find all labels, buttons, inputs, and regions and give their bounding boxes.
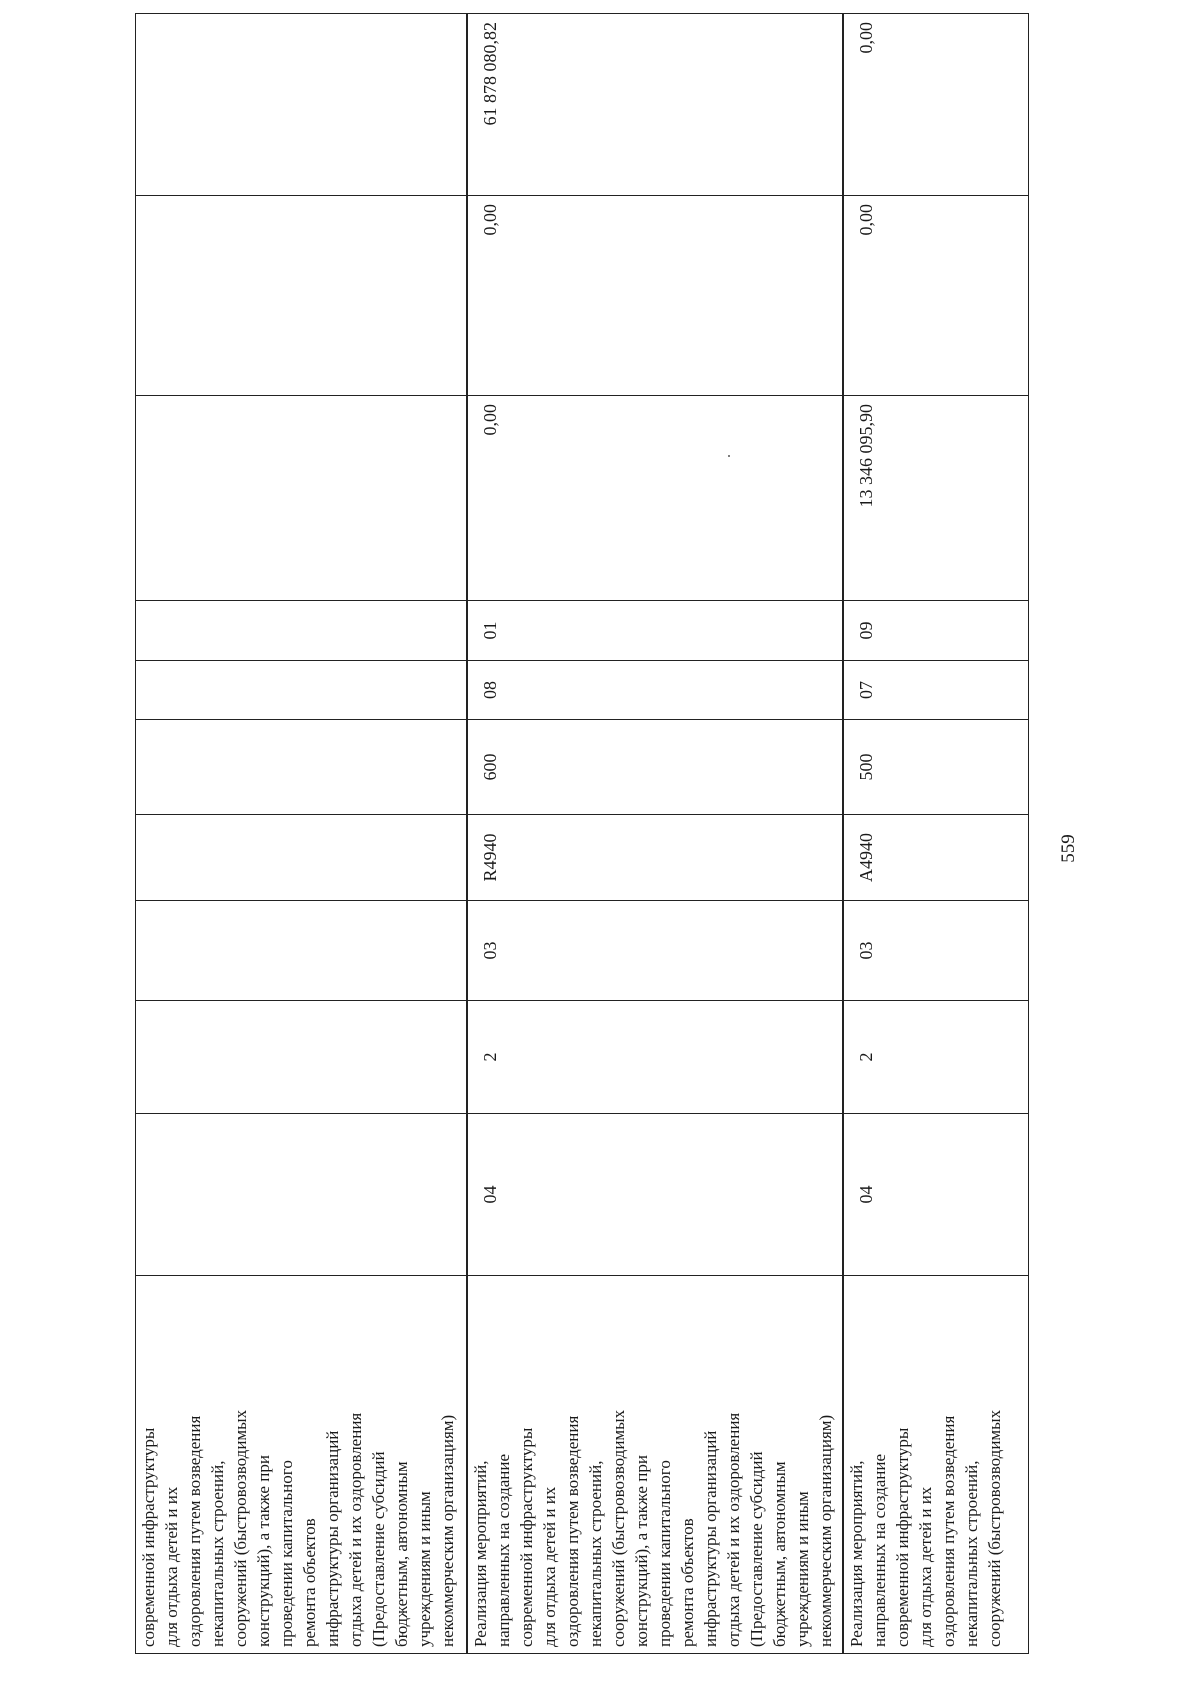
section-code: [136, 661, 467, 720]
subprogram-code: 2: [843, 1001, 1029, 1114]
table-row: [467, 14, 843, 1654]
amount-1: 0,00: [467, 396, 843, 601]
page-number: 559: [1058, 834, 1079, 863]
subprogram-code: [136, 1001, 467, 1114]
expense-type-code: 600: [467, 720, 843, 815]
main-event-code: [136, 901, 467, 1001]
program-code: 04: [843, 1114, 1029, 1276]
section-code: 07: [843, 661, 1029, 720]
amount-3: 0,00: [843, 14, 1029, 196]
amount-2: 0,00: [467, 196, 843, 396]
direction-code: R4940: [467, 815, 843, 901]
expense-type-code: [136, 720, 467, 815]
amount-3: 61 878 080,82: [467, 14, 843, 196]
subsection-code: 01: [467, 601, 843, 661]
row-description: Реализация мероприятий, направленных на создание современной инфраструктуры для отдыха детей и их оздоровления путем возведения некапитальных строений, сооружений (быстровозводимых конструкций), а также при проведении капитального ремонта объектов инфраструктуры организаций отдыха детей и их оздоровления (Предоставление субсидий бюджетным, автономным учреждениям и иным некоммерческим организациям): [467, 1276, 843, 1654]
main-event-code: 03: [467, 901, 843, 1001]
table-row: [136, 14, 467, 1654]
amount-3: [136, 14, 467, 196]
direction-code: A4940: [843, 815, 1029, 901]
budget-table: [135, 13, 1029, 1654]
program-code: [136, 1114, 467, 1276]
main-event-code: 03: [843, 901, 1029, 1001]
scan-speck: [728, 455, 730, 457]
table-row: [843, 14, 1029, 1654]
section-code: 08: [467, 661, 843, 720]
direction-code: [136, 815, 467, 901]
amount-1: 13 346 095,90: [843, 396, 1029, 601]
amount-1: [136, 396, 467, 601]
subsection-code: [136, 601, 467, 661]
expense-type-code: 500: [843, 720, 1029, 815]
program-code: 04: [467, 1114, 843, 1276]
subsection-code: 09: [843, 601, 1029, 661]
amount-2: 0,00: [843, 196, 1029, 396]
row-description: Реализация мероприятий, направленных на создание современной инфраструктуры для отдыха детей и их оздоровления путем возведения некапитальных строений, сооружений (быстровозводимых: [843, 1276, 1029, 1654]
row-description: современной инфраструктуры для отдыха детей и их оздоровления путем возведения некапитальных строений, сооружений (быстровозводимых конструкций), а также при проведении капитального ремонта объектов инфраструктуры организаций отдыха детей и их оздоровления (Предоставление субсидий бюджетным, автономным учреждениям и иным некоммерческим организациям): [136, 1276, 467, 1654]
amount-2: [136, 196, 467, 396]
subprogram-code: 2: [467, 1001, 843, 1114]
